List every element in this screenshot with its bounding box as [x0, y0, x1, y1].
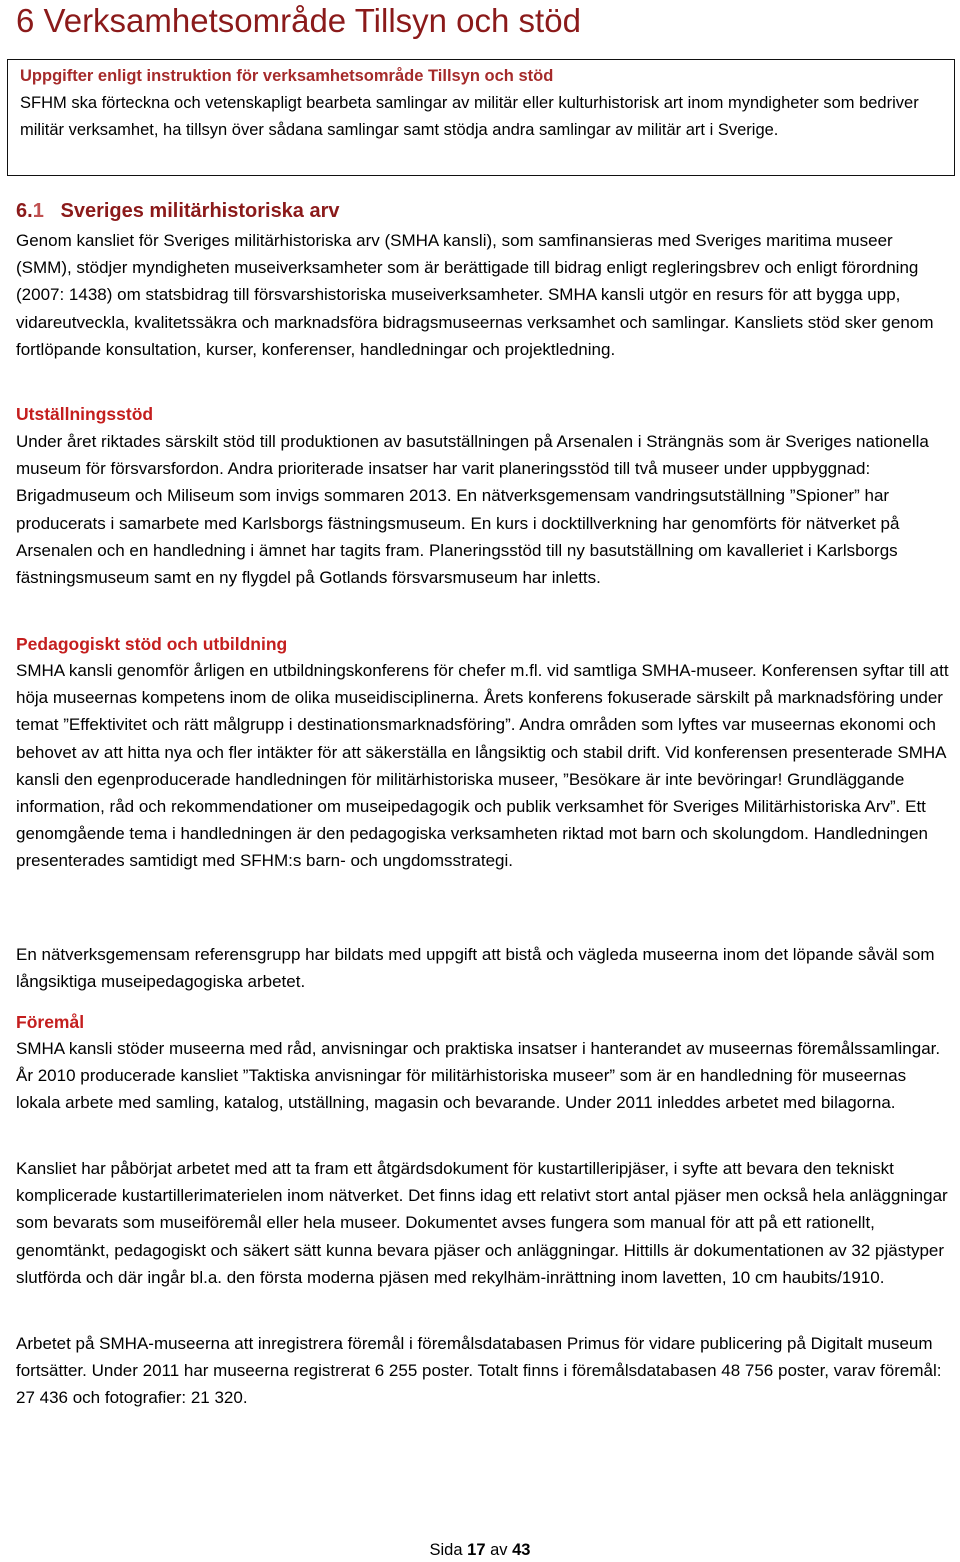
- footer-middle: av: [490, 1541, 508, 1559]
- section-number-a: 6.: [16, 200, 33, 222]
- footer-prefix: Sida: [429, 1541, 463, 1559]
- foremal-paragraph-2: Kansliet har påbörjat arbetet med att ta fram ett åtgärdsdokument för kustartilleripjäser, i syfte att bevara den tekniskt komplicerade kustartillerimaterielen inom nätverket. Det finns idag ett relativt stort antal pjäser men också hela anläggningar som bevarats som museiföremål eller hela museer. Dokumentet avses fungera som manual för att på ett rationellt, genomtänkt, pedagogiskt och säkert sätt kunna bevara pjäser och anläggningar. Hittills är dokumentationen av 32 pjästyper slutförda och där ingår bl.a. den första moderna pjäsen med rekylhäm-inrättning inom lavetten, 10 cm haubits/1910.: [16, 1159, 948, 1287]
- instruction-box-title: Uppgifter enligt instruktion för verksamhetsområde Tillsyn och stöd: [20, 67, 554, 85]
- section-title: Sveriges militärhistoriska arv: [60, 200, 340, 222]
- footer-total-pages: 43: [512, 1541, 531, 1559]
- page-footer: [0, 1540, 960, 1560]
- subheading-foremal: Föremål: [16, 1012, 85, 1032]
- subheading-pedagogiskt-stod: Pedagogiskt stöd och utbildning: [16, 634, 288, 654]
- section-number-b: 1: [32, 200, 44, 222]
- instruction-box-text: SFHM ska förteckna och vetenskapligt bearbeta samlingar av militär eller kulturhistorisk art inom myndigheter som bedriver militär verksamhet, ha tillsyn över sådana samlingar samt stödja andra samlingar av militär art i Sverige.: [20, 94, 919, 139]
- utstallning-paragraph: Under året riktades särskilt stöd till produktionen av basutställningen på Arsenalen i Strängnäs som är Sveriges nationella museum för försvarsfordon. Andra prioriterade insatser har varit planeringsstöd till två museer under uppbyggnad: Brigadmuseum och Miliseum som invigs sommaren 2013. En nätverksgemensam vandringsutställning ”Spioner” har producerats i samarbete med Karlsborgs fästningsmuseum. En kurs i docktillverkning har genomförts för nätverket på Arsenalen och en handledning i ämnet har tagits fram. Planeringsstöd till ny basutställning om kavalleriet i Karlsborgs fästningsmuseum samt en ny flygdel på Gotlands försvarsmuseum har inletts.: [16, 432, 929, 588]
- section-heading: [16, 198, 340, 224]
- instruction-box: [7, 59, 955, 176]
- pedagogik-paragraph-1: SMHA kansli genomför årligen en utbildningskonferens för chefer m.fl. vid samtliga SMHA-museer. Konferensen syftar till att höja museernas kompetens inom de olika museidisciplinerna. Årets konferens fokuserade särskilt på marknadsföring under temat ”Effektivitet och rätt målgrupp i destinationsmarknadsföring”. Andra områden som lyftes var museernas ekonomi och behovet av att hitta nya och fler intäkter för att säkerställa en långsiktig och stabil drift. Vid konferensen presenterade SMHA kansli den egenproducerade handledningen för militärhistoriska museer, ”Besökare är inte bevöringar! Grundläggande information, råd och rekommendationer om museipedagogik och publik verksamhet för Sveriges Militärhistoriska Arv”. Ett genomgående tema i handledningen är den pedagogiska verksamheten riktad mot barn och skolungdom. Handledningen presenterades samtidigt med SFHM:s barn- och ungdomsstrategi.: [16, 661, 949, 871]
- foremal-paragraph-3: Arbetet på SMHA-museerna att inregistrera föremål i föremålsdatabasen Primus för vidare publicering på Digitalt museum fortsätter. Under 2011 har museerna registrerat 6 255 poster. Totalt finns i föremålsdatabasen 48 756 poster, varav föremål: 27 436 och fotografier: 21 320.: [16, 1334, 942, 1408]
- subheading-utstallningsstod: Utställningsstöd: [16, 404, 154, 424]
- pedagogik-paragraph-2: En nätverksgemensam referensgrupp har bildats med uppgift att bistå och vägleda museerna inom det löpande såväl som långsiktiga museipedagogiska arbetet.: [16, 945, 935, 992]
- chapter-heading: 6 Verksamhetsområde Tillsyn och stöd: [16, 2, 581, 39]
- footer-page-number: 17: [467, 1541, 486, 1559]
- section-intro-paragraph: Genom kansliet för Sveriges militärhistoriska arv (SMHA kansli), som samfinansieras med Sveriges maritima museer (SMM), stödjer myndigheten museiverksamheter som är berättigade till bidrag enligt regleringsbrev och enligt förordning (2007: 1438) om statsbidrag till försvarshistoriska museiverksamheter. SMHA kansli utgör en resurs för att bygga upp, vidareutveckla, kvalitetssäkra och marknadsföra bidragsmuseernas verksamhet och samlingar. Kansliets stöd sker genom fortlöpande konsultation, kurser, konferenser, handledningar och projektledning.: [16, 231, 934, 359]
- foremal-paragraph-1: SMHA kansli stöder museerna med råd, anvisningar och praktiska insatser i hanterandet av museernas föremålssamlingar. År 2010 producerade kansliet ”Taktiska anvisningar för militärhistoriska museer” som är en handledning för museernas lokala arbete med samling, katalog, utställning, magasin och bevarande. Under 2011 inleddes arbetet med bilagorna.: [16, 1039, 941, 1113]
